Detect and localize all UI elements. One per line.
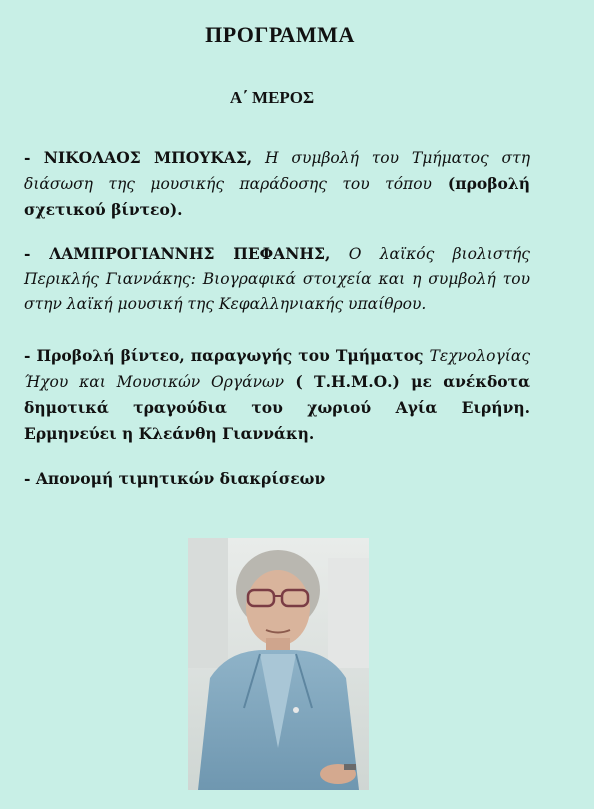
page-title: ΠΡΟΓΡΑΜΜΑ <box>205 22 355 47</box>
program-item-2 <box>24 241 530 317</box>
program-item-1 <box>24 145 530 223</box>
item-text-start: - Προβολή βίντεο, παραγωγής του Τμήματος <box>24 346 430 365</box>
program-item-4 <box>24 466 530 492</box>
talk-title: Η συμβολή του Τμήματος στη διάσωση της μουσικής παράδοσης του τόπου <box>24 149 530 193</box>
portrait-photo <box>188 538 369 790</box>
item-text: - Απονομή τιμητικών διακρίσεων <box>24 469 326 488</box>
speaker-name: - ΝΙΚΟΛΑΟΣ ΜΠΟΥΚΑΣ, <box>24 148 253 167</box>
speaker-name: - ΛΑΜΠΡΟΓΙΑΝΝΗΣ ΠΕΦΑΝΗΣ, <box>24 244 331 263</box>
talk-note: (προβολή σχετικού βίντεο). <box>24 174 530 219</box>
talk-title: Ο λαϊκός βιολιστής Περικλής Γιαννάκης: Βιογραφικά στοιχεία και η συμβολή του στην λαϊκή μουσική της Κεφαλληνιακής υπαίθρου. <box>24 245 530 313</box>
program-item-3 <box>24 343 530 447</box>
section-subtitle: Α΄ ΜΕΡΟΣ <box>229 88 315 107</box>
department-name: Τεχνολογίας Ήχου και Μουσικών Οργάνων <box>24 347 530 391</box>
item-text-end: ( Τ.Η.Μ.Ο.) με ανέκδοτα δημοτικά τραγούδια του χωριού Αγία Ειρήνη. Ερμηνεύει η Κλεάνθη Γιαννάκη. <box>24 372 530 443</box>
